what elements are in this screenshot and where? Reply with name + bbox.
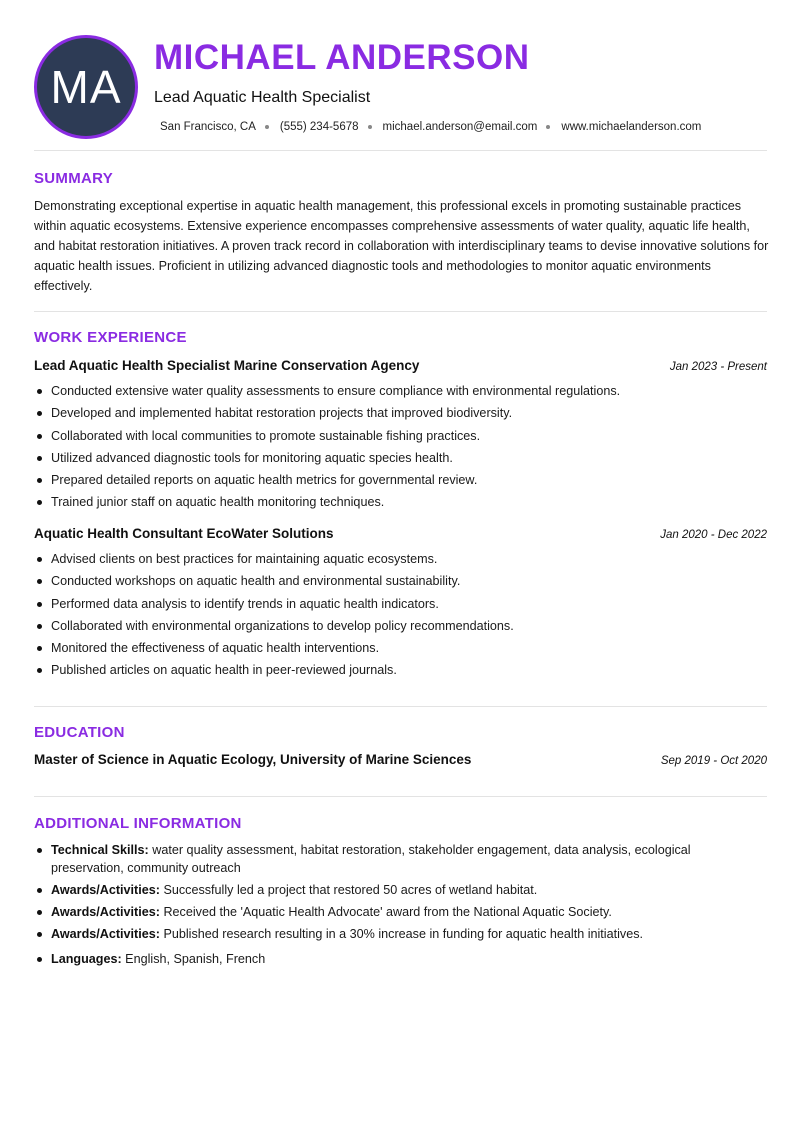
dot-separator [265,125,269,129]
list-item: Collaborated with local communities to promote sustainable fishing practices. [34,425,767,447]
list-item: Collaborated with environmental organizations to develop policy recommendations. [34,615,767,637]
additional-info-list [34,841,734,972]
section-title-additional: ADDITIONAL INFORMATION [34,815,242,832]
contact-location: San Francisco, CA [160,121,256,133]
list-item: Trained junior staff on aquatic health monitoring techniques. [34,491,767,513]
divider [34,150,767,151]
list-item: Prepared detailed reports on aquatic health metrics for governmental review. [34,469,767,491]
job-bullets [34,548,767,682]
info-item-award [34,881,734,899]
section-title-education: EDUCATION [34,724,125,741]
dot-separator [368,125,372,129]
candidate-role: Lead Aquatic Health Specialist [154,89,371,106]
candidate-name: MICHAEL ANDERSON [154,38,530,77]
job-dates: Jan 2023 - Present [669,361,767,373]
info-label: Awards/Activities: [51,883,160,897]
contact-bar [160,121,701,133]
list-item: Utilized advanced diagnostic tools for monitoring aquatic species health. [34,447,767,469]
info-item-languages [34,950,734,968]
job-header [34,526,767,541]
education-entry [34,752,767,767]
list-item: Advised clients on best practices for maintaining aquatic ecosystems. [34,548,767,570]
job-title-company: Aquatic Health Consultant EcoWater Solutions [34,526,334,541]
list-item: Performed data analysis to identify trends in aquatic health indicators. [34,593,767,615]
divider [34,796,767,797]
summary-text: Demonstrating exceptional expertise in aquatic health management, this professional excels in promoting sustainable practices within aquatic ecosystems. Extensive experience encompasses comprehensive assessments of water quality, aquatic life health, and habitat restoration initiatives. A proven track record in collaboration with interdisciplinary teams to devise innovative solutions for aquatic health issues. Proficient in utilizing advanced diagnostic tools and methodologies to monitor aquatic environments effectively. [34,199,769,293]
info-item-award [34,903,734,921]
section-title-experience: WORK EXPERIENCE [34,329,187,346]
info-text: Received the 'Aquatic Health Advocate' award from the National Aquatic Society. [159,905,612,919]
list-item: Developed and implemented habitat restoration projects that improved biodiversity. [34,402,767,424]
info-label: Languages: [51,952,122,966]
job-title-company: Lead Aquatic Health Specialist Marine Conservation Agency [34,358,420,373]
contact-email[interactable]: michael.anderson@email.com [382,121,538,133]
contact-phone: (555) 234-5678 [279,121,359,133]
job-bullets [34,380,767,514]
info-label: Awards/Activities: [51,927,160,941]
list-item: Conducted workshops on aquatic health and environmental sustainability. [34,570,767,592]
education-dates: Sep 2019 - Oct 2020 [660,755,767,767]
divider [34,706,767,707]
job-dates: Jan 2020 - Dec 2022 [660,529,767,541]
info-item-award [34,925,734,943]
info-item-technical-skills [34,841,734,877]
dot-separator [546,125,550,129]
list-item: Conducted extensive water quality assessments to ensure compliance with environmental regulations. [34,380,767,402]
avatar [34,35,138,139]
section-title-summary: SUMMARY [34,170,114,187]
info-text: water quality assessment, habitat restoration, stakeholder engagement, data analysis, ecological preservation, community outreach [51,843,691,875]
list-item: Monitored the effectiveness of aquatic health interventions. [34,637,767,659]
avatar-initials: MA [50,61,122,113]
education-degree: Master of Science in Aquatic Ecology, University of Marine Sciences [34,752,472,767]
contact-website[interactable]: www.michaelanderson.com [561,121,702,133]
info-label: Technical Skills: [51,843,149,857]
info-label: Awards/Activities: [51,905,160,919]
info-text: Successfully led a project that restored 50 acres of wetland habitat. [159,883,538,897]
info-text: English, Spanish, French [121,952,266,966]
info-text: Published research resulting in a 30% increase in funding for aquatic health initiatives. [159,927,643,941]
job-header [34,358,767,373]
divider [34,311,767,312]
list-item: Published articles on aquatic health in peer-reviewed journals. [34,659,767,681]
